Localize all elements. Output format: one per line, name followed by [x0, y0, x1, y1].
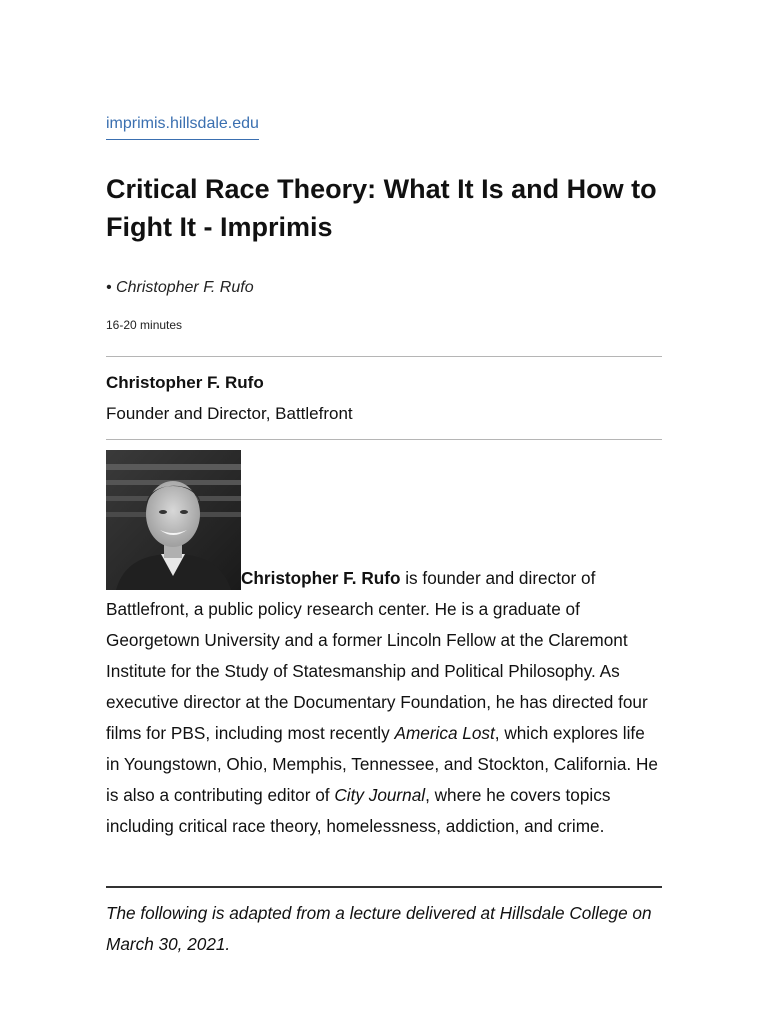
bio-text: , which explores life in Youngstown, Ohio, Memphis, Tennessee, and Stockton, California. He is also a contributing editor of	[106, 723, 658, 805]
bio-author-name: Christopher F. Rufo	[241, 568, 401, 588]
article-byline: • Christopher F. Rufo	[106, 279, 254, 296]
bio-text: is founder and director of Battlefront, a public policy research center. He is a graduate of Georgetown University and a former Lincoln Fellow at the Claremont Institute for the Study of Statesmanship and Political Philosophy. As executive director at the Documentary Foundation, he has directed four films for PBS, including most recently	[106, 568, 648, 743]
bio-film-title: America Lost	[394, 723, 495, 743]
author-name: Christopher F. Rufo	[106, 373, 264, 392]
divider	[106, 886, 662, 888]
read-time: 16-20 minutes	[106, 318, 183, 332]
author-bio	[106, 450, 662, 842]
bio-publication: City Journal	[334, 785, 426, 805]
article-title: Critical Race Theory: What It Is and How to Fight It - Imprimis	[106, 174, 657, 242]
bio-text: , where he covers topics including critical race theory, homelessness, addiction, and crime.	[106, 785, 611, 836]
divider	[106, 356, 662, 357]
author-portrait	[106, 450, 241, 590]
author-role: Founder and Director, Battlefront	[106, 404, 353, 423]
lecture-note: The following is adapted from a lecture delivered at Hillsdale College on March 30, 2021.	[106, 903, 652, 954]
divider	[106, 439, 662, 440]
source-link[interactable]: imprimis.hillsdale.edu	[106, 114, 259, 140]
